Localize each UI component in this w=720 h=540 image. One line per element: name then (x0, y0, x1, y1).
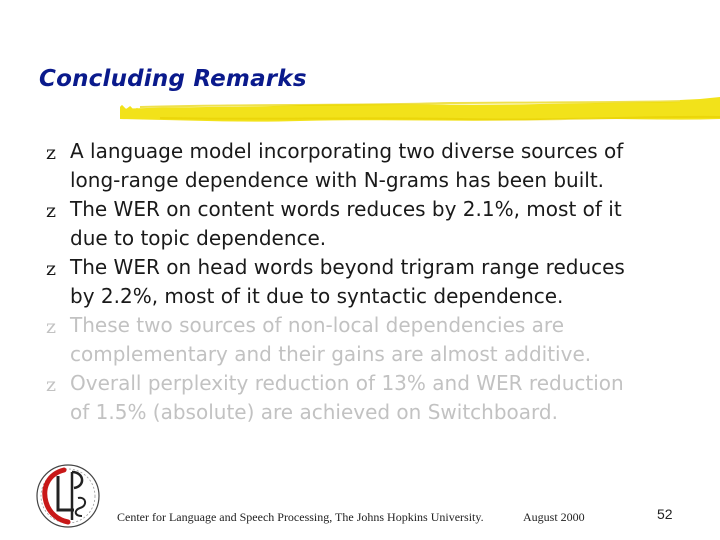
footer-institution: Center for Language and Speech Processing, The Johns Hopkins University. (117, 510, 484, 524)
bullet-item (46, 253, 706, 311)
bullet-text-line: Overall perplexity reduction of 13% and WER reduction (70, 371, 624, 395)
bullet-item (46, 137, 706, 195)
bullet-text-line: long-range dependence with N-grams has been built. (70, 168, 605, 192)
bullet-marker-icon: z (46, 258, 57, 280)
bullet-list (46, 137, 706, 427)
bullet-marker-icon: z (46, 374, 57, 396)
bullet-text-line: A language model incorporating two diverse sources of (70, 139, 624, 163)
bullet-marker-icon: z (46, 200, 57, 222)
bullet-text-line: These two sources of non-local dependencies are (70, 313, 564, 337)
bullet-marker-icon: z (46, 142, 57, 164)
brush-stroke-decoration (120, 97, 720, 131)
bullet-marker-icon: z (46, 316, 57, 338)
slide-title: Concluding Remarks (39, 66, 307, 92)
bullet-item (46, 195, 706, 253)
footer-date: August 2000 (523, 510, 585, 524)
bullet-item (46, 369, 706, 427)
bullet-text-line: due to topic dependence. (70, 226, 327, 250)
bullet-text-line: complementary and their gains are almost additive. (70, 342, 592, 366)
bullet-text-line: by 2.2%, most of it due to syntactic dependence. (70, 284, 564, 308)
clsp-logo-icon (28, 458, 106, 536)
bullet-text-line: The WER on content words reduces by 2.1%, most of it (70, 197, 622, 221)
bullet-text-line: The WER on head words beyond trigram range reduces (70, 255, 625, 279)
bullet-text-line: of 1.5% (absolute) are achieved on Switchboard. (70, 400, 558, 424)
page-number: 52 (657, 506, 673, 522)
bullet-item (46, 311, 706, 369)
